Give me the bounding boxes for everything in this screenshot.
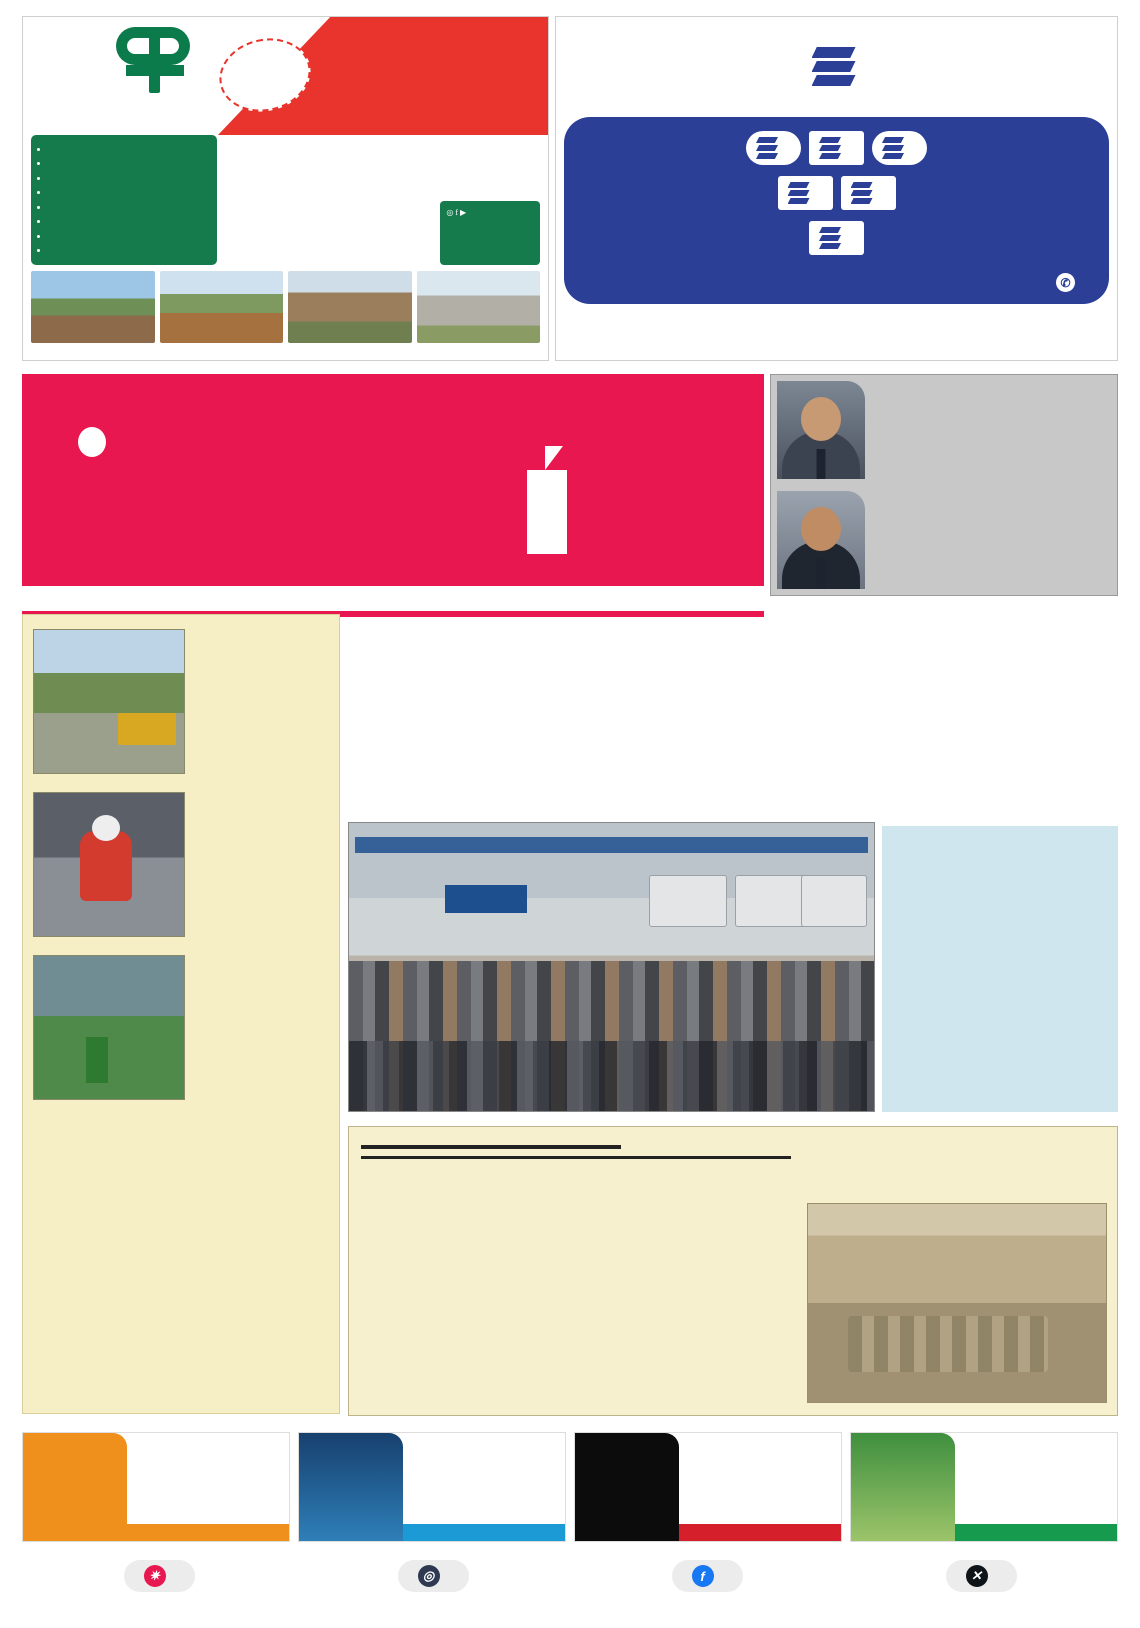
emar-services-row-2: [576, 176, 1097, 210]
instagram-icon: ◎: [418, 1565, 440, 1587]
masthead-com-badge: [527, 470, 567, 554]
divider: [361, 1156, 791, 1159]
columnist-row[interactable]: [771, 485, 1117, 595]
youtube-icon: ▶: [459, 207, 467, 217]
list-item: [49, 171, 209, 185]
columnist-info: [871, 536, 1063, 544]
social-link[interactable]: [22, 1556, 296, 1596]
news-body: [33, 953, 329, 1102]
emar-mark-icon: [882, 136, 904, 160]
emar-mark-icon: [788, 181, 810, 205]
facebook-icon: f: [455, 207, 458, 217]
feature-item: [440, 138, 540, 197]
x-twitter-icon: ✕: [966, 1565, 988, 1587]
facebook-icon: f: [692, 1565, 714, 1587]
masthead-dot-icon: [78, 427, 106, 457]
teaser-card[interactable]: [574, 1432, 842, 1542]
karahantepe-photo: [807, 1203, 1107, 1403]
news-item[interactable]: [33, 790, 329, 939]
emar-logo: [556, 17, 1117, 117]
top-advertisement-strip: [22, 16, 1118, 361]
list-item: [49, 142, 209, 156]
phone-icon: ✆: [1056, 273, 1075, 292]
avatar: [777, 491, 865, 589]
service-pill[interactable]: [841, 176, 896, 210]
social-link[interactable]: [844, 1556, 1118, 1596]
teaser-card[interactable]: [850, 1432, 1118, 1542]
social-link[interactable]: [296, 1556, 570, 1596]
feature-item: [225, 138, 325, 197]
emar-mark-icon: [819, 226, 841, 250]
news-item[interactable]: [33, 953, 329, 1102]
service-pill[interactable]: [809, 221, 864, 255]
masthead-flag-icon: [545, 446, 563, 470]
list-item: [49, 200, 209, 214]
emar-services-panel: [564, 117, 1109, 304]
bottom-teaser-strip: [22, 1432, 1118, 1542]
emar-insaat-advertisement[interactable]: [555, 16, 1118, 361]
ardeco-product-list: [31, 135, 217, 265]
teaser-section-bar: [679, 1524, 841, 1541]
avatar: [777, 381, 865, 479]
feature-item: [225, 201, 325, 265]
main-headline[interactable]: [348, 620, 1118, 622]
columnist-info: [871, 426, 1063, 434]
news-photo: [33, 629, 185, 774]
news-photo: [33, 955, 185, 1100]
main-photo: [348, 822, 875, 1112]
list-item: [49, 156, 209, 170]
crowd-layer-front: [349, 1041, 874, 1111]
service-pill[interactable]: [809, 131, 864, 165]
left-news-column: [22, 614, 340, 1414]
emar-services-row-3: [576, 221, 1097, 255]
list-item: [49, 243, 209, 257]
karahantepe-story[interactable]: [348, 1126, 1118, 1416]
news-body: [33, 627, 329, 776]
news-body: [33, 790, 329, 939]
service-pill[interactable]: [746, 131, 801, 165]
ardeco-feature-grid: [225, 135, 540, 265]
ardeco-photo-row: [23, 265, 548, 343]
teaser-photo: [299, 1433, 403, 1541]
ardeco-office-info: [440, 201, 540, 265]
ardeco-advertisement[interactable]: [22, 16, 549, 361]
teaser-card[interactable]: [298, 1432, 566, 1542]
product-photo: [160, 271, 284, 343]
ardeco-logo: [69, 21, 239, 90]
list-item: [49, 229, 209, 243]
teaser-section-bar: [127, 1524, 289, 1541]
teaser-photo: [23, 1433, 127, 1541]
office-social[interactable]: [446, 208, 534, 219]
masthead: [22, 374, 764, 586]
product-photo: [417, 271, 541, 343]
emar-contact-row: [576, 266, 1097, 292]
list-item: [49, 185, 209, 199]
list-item: [49, 214, 209, 228]
teaser-photo: [575, 1433, 679, 1541]
ticket-sign: [445, 885, 527, 913]
bus-shape: [801, 875, 867, 927]
columnist-row[interactable]: [771, 375, 1117, 485]
news-photo: [33, 792, 185, 937]
news-item[interactable]: [33, 627, 329, 776]
emar-mark-icon: [756, 136, 778, 160]
teaser-section-bar: [955, 1524, 1117, 1541]
service-pill[interactable]: [778, 176, 833, 210]
ardeco-header: [23, 17, 548, 135]
feature-item: [333, 138, 433, 197]
columnist-box: [770, 374, 1118, 596]
teaser-card[interactable]: [22, 1432, 290, 1542]
instagram-icon: ◎: [446, 207, 454, 217]
teaser-photo: [851, 1433, 955, 1541]
globe-icon: ✷: [144, 1565, 166, 1587]
emar-mark-icon: [819, 136, 841, 160]
social-footer: [22, 1556, 1118, 1596]
publication-info-bar: [22, 588, 764, 610]
emar-services-row-1: [576, 131, 1097, 165]
ardeco-mark-icon: [108, 21, 200, 93]
social-link[interactable]: [570, 1556, 844, 1596]
photo-company-banner: [355, 837, 868, 853]
product-photo: [31, 271, 155, 343]
teaser-section-bar: [403, 1524, 565, 1541]
emar-phone[interactable]: [1056, 273, 1083, 292]
divider: [361, 1145, 621, 1149]
product-photo: [288, 271, 412, 343]
ardeco-body: [23, 135, 548, 265]
emar-mark-icon: [851, 181, 873, 205]
feature-item: [333, 201, 433, 265]
service-pill[interactable]: [872, 131, 927, 165]
main-story-lead: [882, 826, 1118, 1112]
emar-mark-icon: [812, 44, 856, 90]
bus-shape: [649, 875, 727, 927]
